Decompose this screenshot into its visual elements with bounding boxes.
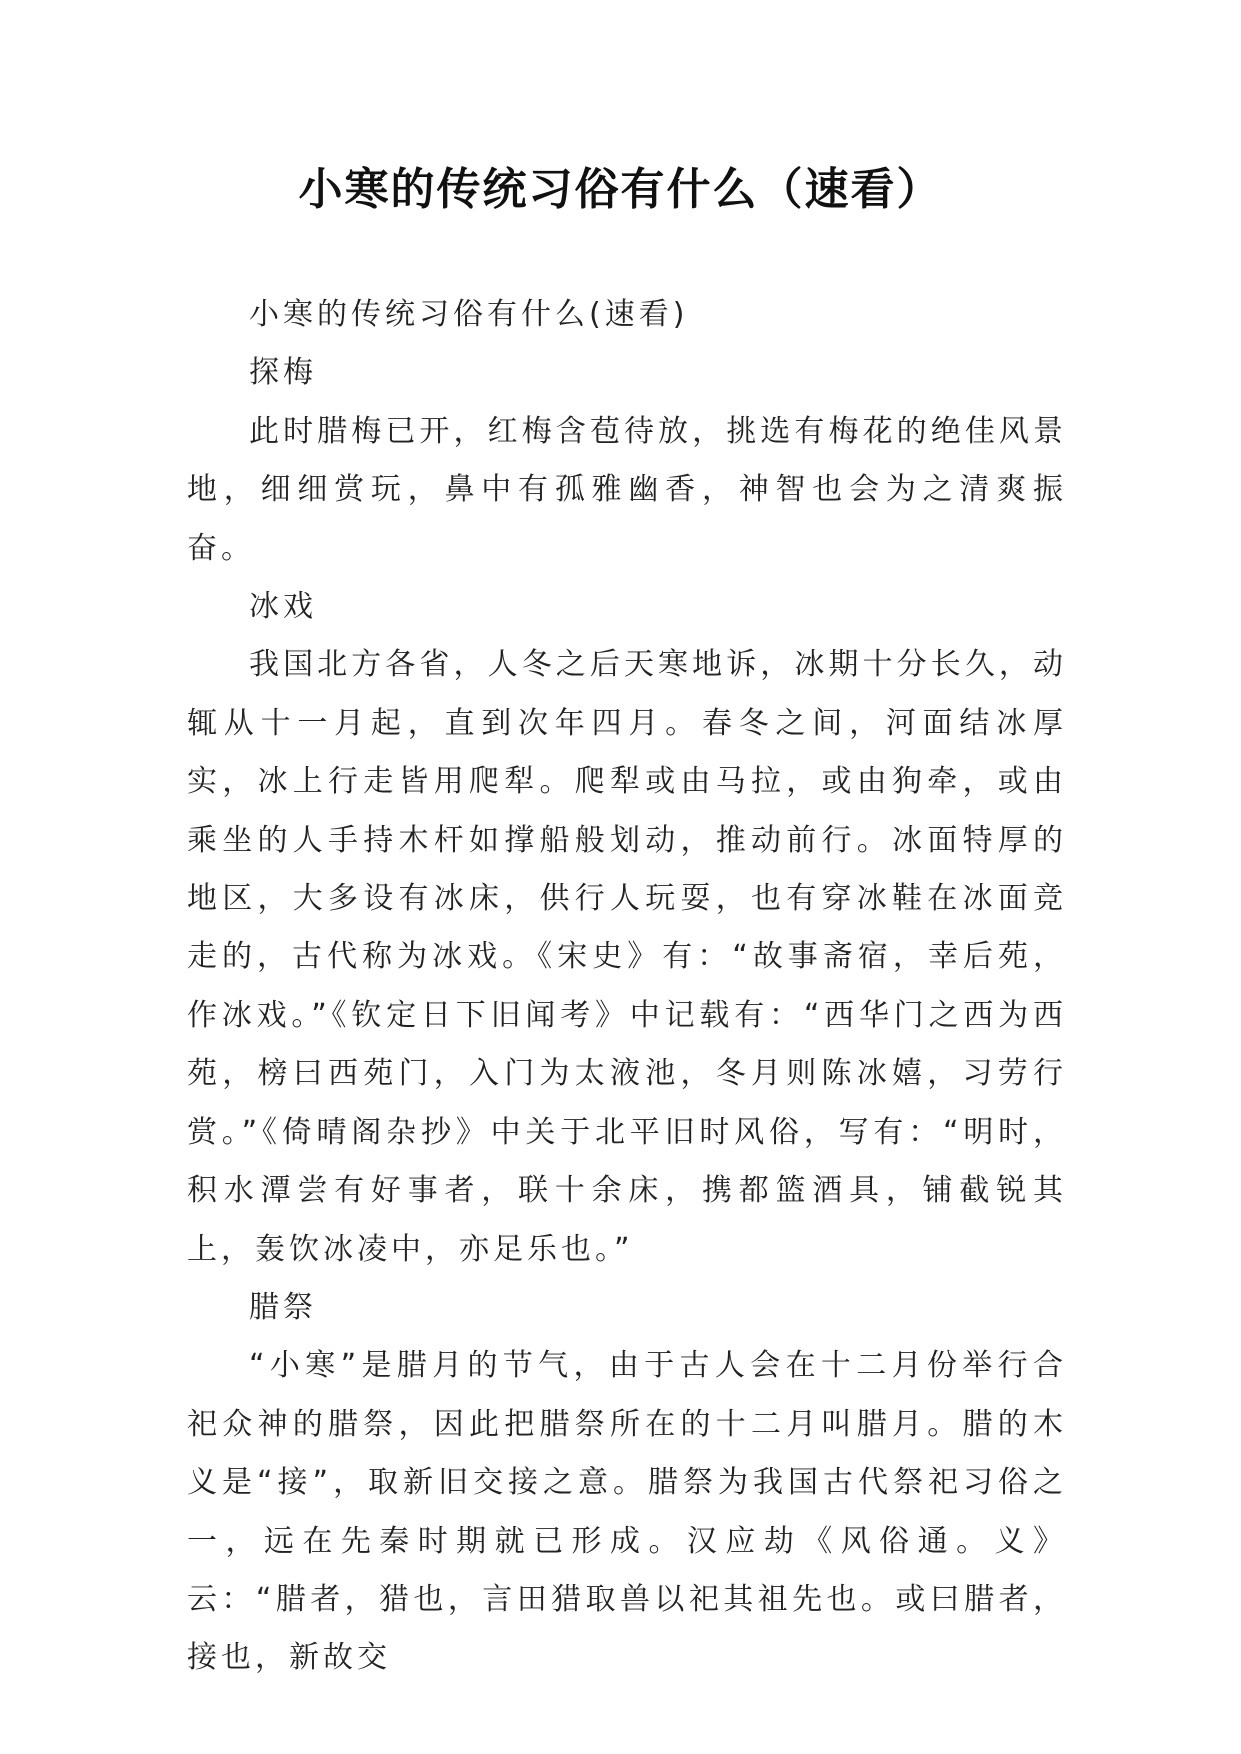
section-heading-tanmei: 探梅 xyxy=(249,355,317,391)
section-heading-laji: 腊祭 xyxy=(249,1289,317,1325)
body-paragraph: 我国北方各省，人冬之后天寒地诉，冰期十分长久，动辄从十一月起，直到次年四月。春冬之间，河面结冰厚实，冰上行走皆用爬犁。爬犁或由马拉，或由狗牵，或由乘坐的人手持木杆如撑船般划动，推动前行。冰面特厚的地区，大多设有冰床，供行人玩耍，也有穿冰鞋在冰面竞走的，古代称为冰戏。《宋史》有：“故事斋宿，幸后苑，作冰戏。”《钦定日下旧闻考》中记载有：“西华门之西为西苑，榜曰西苑门，入门为太液池，冬月则陈冰嬉，习劳行赏。”《倚晴阁杂抄》中关于北平旧时风俗，写有：“明时，积水潭尝有好事者，联十余床，携都篮酒具，铺截锐其上，轰饮冰凌中，亦足乐也。” xyxy=(187,647,1067,1267)
body-paragraph: 此时腊梅已开，红梅含苞待放，挑选有梅花的绝佳风景地，细细赏玩，鼻中有孤雅幽香，神智也会为之清爽振奋。 xyxy=(187,413,1067,566)
document-title: 小寒的传统习俗有什么（速看） xyxy=(298,164,943,215)
section-heading-bingxi: 冰戏 xyxy=(249,589,317,625)
body-paragraph: “小寒”是腊月的节气，由于古人会在十二月份举行合祀众神的腊祭，因此把腊祭所在的十二月叫腊月。腊的木义是“接”，取新旧交接之意。腊祭为我国古代祭祀习俗之一，远在先秦时期就已形成。汉应劫《风俗通。义》云：“腊者，猎也，言田猎取兽以祀其祖先也。或曰腊者，接也，新故交 xyxy=(187,1348,1067,1676)
document-body xyxy=(187,286,1067,1688)
subtitle-paragraph: 小寒的传统习俗有什么(速看) xyxy=(249,297,689,332)
